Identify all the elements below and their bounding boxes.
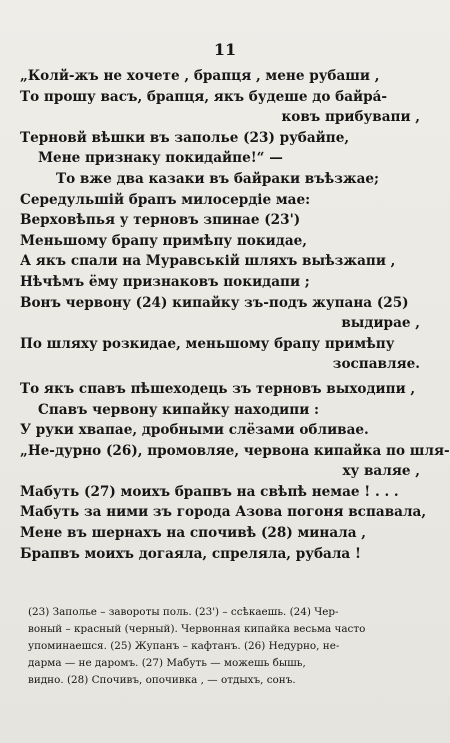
verse-line: Вонъ червону (24) кипайку зъ-подъ жупана (25) (20, 294, 409, 311)
verse-line: То прошу васъ, брапця, якъ будеше до байра́- (20, 88, 388, 105)
verse-line: зоспавляе. (332, 356, 420, 373)
poem-text (20, 66, 450, 564)
verse-line: Мене въ шернахъ на спочивѣ (28) минала , (20, 525, 366, 542)
footnote-line: упоминаешся. (25) Жупанъ – кафтанъ. (26) Недурно, не- (28, 640, 340, 652)
verse-line: „Колй-жъ не хочете , брапця , мене рубаши , (20, 68, 380, 84)
verse-line: Спавъ червону кипайку находипи : (38, 401, 320, 418)
verse-line: „Не-дурно (26), промовляе, червона кипайка по шля- (20, 442, 450, 459)
verse-line: То вже два казаки въ байраки въѣзжае; (56, 170, 380, 187)
verse-line: То якъ спавъ пѣшеходець зъ терновъ выходипи , (20, 380, 416, 397)
verse-line: Мабуть за ними зъ города Азова погоня вспавала, (20, 504, 427, 521)
verse-line: Терновй вѣшки въ заполье (23) рубайпе, (20, 129, 350, 146)
verse-line: ху валяе , (342, 463, 420, 480)
footnote-line: (23) Заполье – завороты поль. (23') – ссѣкаешь. (24) Чер- (28, 606, 339, 618)
footnote-line: воный – красный (черный). Червонная кипайка весьма часто (28, 623, 366, 635)
verse-line: У руки хвапае, дробными слёзами обливае. (20, 422, 369, 439)
verse-line: Середульшій брапъ милосердіе мае: (20, 191, 311, 208)
page-number: 11 (213, 40, 237, 59)
verse-line: Мабуть (27) моихъ брапвъ на свѣпѣ немае ! . . . (20, 483, 399, 500)
footnotes (28, 604, 424, 689)
footnote-line: дарма — не даромъ. (27) Мабуть — можешь бышь, (28, 657, 306, 669)
verse-line: Брапвъ моихъ догаяла, спреляла, рубала ! (20, 545, 361, 562)
verse-line: Меньшому брапу примѣпу покидае, (20, 232, 308, 249)
verse-line: выдирае , (341, 315, 420, 332)
verse-line: Мене признаку покидайпе!“ — (38, 150, 283, 167)
verse-line: Нѣчѣмъ ёму признаковъ покидапи ; (20, 273, 310, 290)
footnote-line: видно. (28) Спочивъ, опочивка , — отдыхъ, сонъ. (28, 674, 296, 686)
verse-line: ковъ прибувапи , (281, 109, 420, 126)
verse-line: Верховѣпья у терновъ зпинае (23') (20, 212, 301, 229)
verse-line: А якъ спали на Муравськiй шляхъ выѣзжапи , (20, 253, 396, 270)
verse-line: По шляху розкидае, меньшому брапу примѣпу (20, 335, 395, 352)
